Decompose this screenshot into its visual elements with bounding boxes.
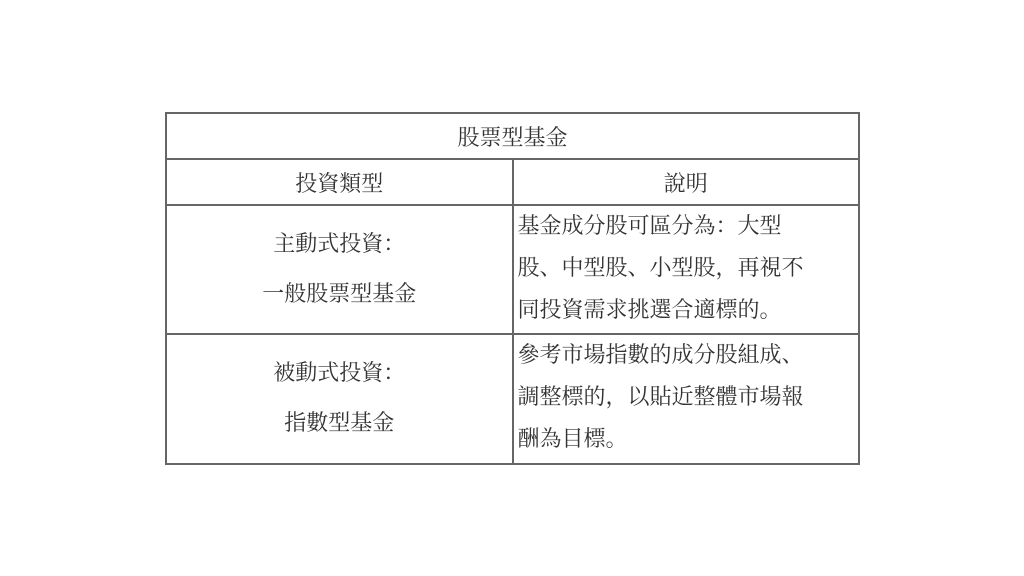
description-line: 股、中型股、小型股，再視不: [517, 256, 804, 281]
table-title-row: [166, 113, 859, 159]
description-line: 參考市場指數的成分股組成、: [517, 343, 804, 368]
table-row: [166, 334, 859, 464]
table-header-row: [166, 159, 859, 205]
investment-type-name: 指數型基金: [284, 411, 395, 436]
description-cell: [513, 205, 860, 334]
investment-type-label: 被動式投資：: [273, 361, 406, 386]
investment-type-label: 主動式投資：: [273, 231, 406, 257]
description-line: 酬為目標。: [517, 427, 628, 452]
investment-type-name: 一般股票型基金: [262, 281, 417, 307]
description-line: 基金成分股可區分為：大型: [517, 214, 782, 239]
table-row: [166, 205, 859, 334]
investment-type-cell: [166, 334, 513, 464]
description-line: 調整標的，以貼近整體市場報: [517, 385, 804, 410]
header-description: 說明: [513, 159, 860, 205]
equity-fund-table: [165, 112, 860, 465]
investment-type-cell: [166, 205, 513, 334]
description-line: 同投資需求挑選合適標的。: [517, 298, 782, 323]
description-cell: [513, 334, 860, 464]
header-investment-type: 投資類型: [166, 159, 513, 205]
table-title: 股票型基金: [166, 113, 859, 159]
